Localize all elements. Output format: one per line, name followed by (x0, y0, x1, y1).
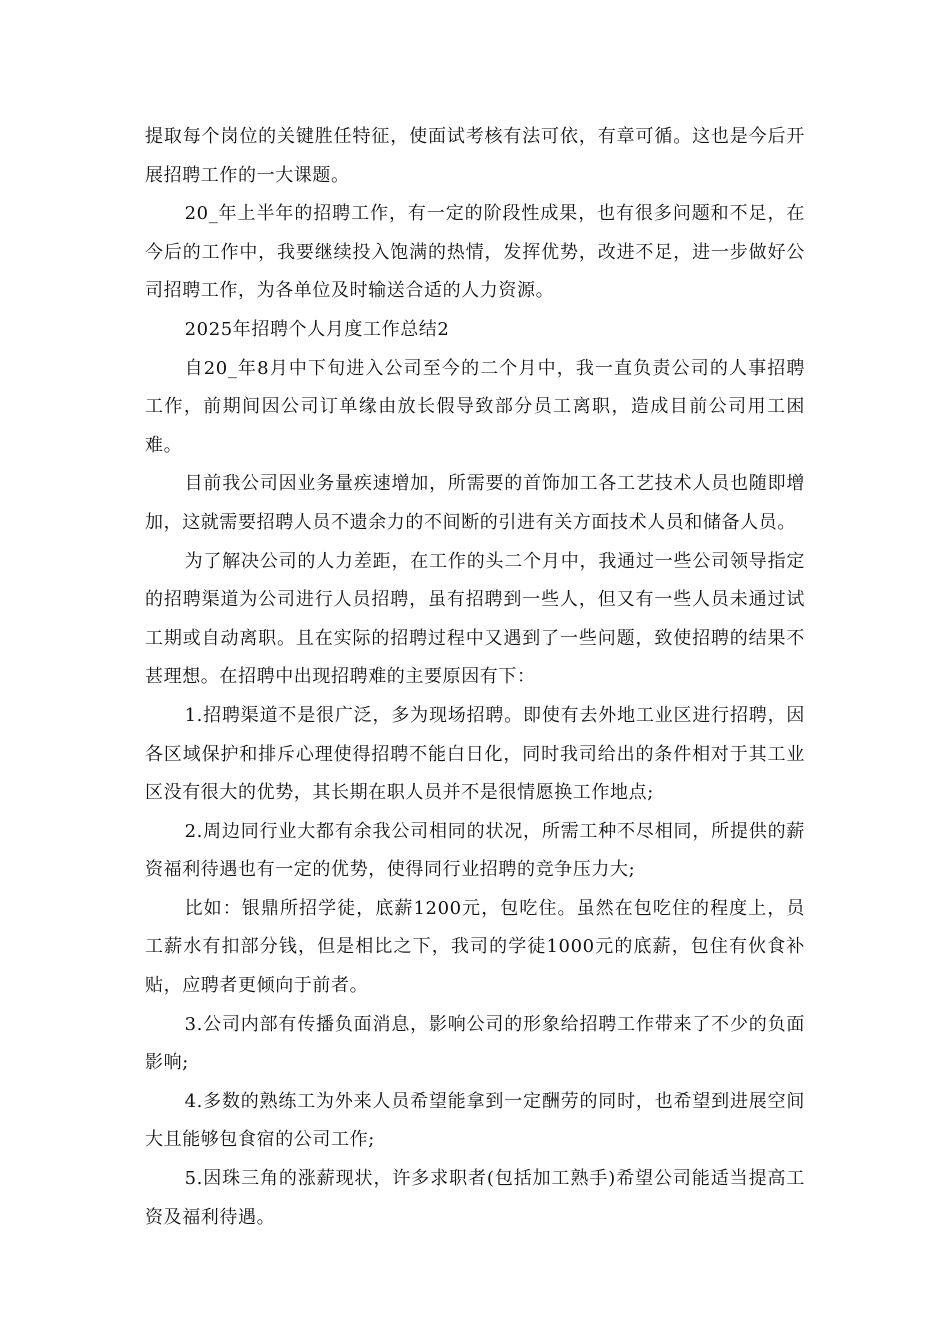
list-item-4: 4.多数的熟练工为外来人员希望能拿到一定酬劳的同时，也希望到进展空间大且能够包食宿的公司工作; (145, 1090, 805, 1151)
list-item-2: 2.周边同行业大都有余我公司相同的状况，所需工种不尽相同，所提供的薪资福利待遇也有一定的优势，使得同行业招聘的竞争压力大; (145, 820, 805, 881)
paragraph-2: 20_年上半年的招聘工作，有一定的阶段性成果，也有很多问题和不足，在今后的工作中，我要继续投入饱满的热情，发挥优势，改进不足，进一步做好公司招聘工作，为各单位及时输送合适的人力资源。 (145, 203, 805, 302)
list-item-3: 3.公司内部有传播负面消息，影响公司的形象给招聘工作带来了不少的负面影响; (145, 1013, 805, 1074)
list-item-1: 1.招聘渠道不是很广泛，多为现场招聘。即使有去外地工业区进行招聘，因各区域保护和排斥心理使得招聘不能白日化，同时我司给出的条件相对于其工业区没有很大的优势，其长期在职人员并不是很情愿换工作地点; (145, 704, 805, 804)
paragraph-3: 自20_年8月中下旬进入公司至今的二个月中，我一直负责公司的人事招聘工作，前期间因公司订单缘由放长假导致部分员工离职，造成目前公司用工困难。 (145, 357, 805, 456)
example-paragraph: 比如：银鼎所招学徒，底薪1200元，包吃住。虽然在包吃住的程度上，员工薪水有扣部分钱，但是相比之下，我司的学徒1000元的底薪，包住有伙食补贴，应聘者更倾向于前者。 (145, 897, 805, 997)
paragraph-5: 为了解决公司的人力差距，在工作的头二个月中，我通过一些公司领导指定的招聘渠道为公司进行人员招聘，虽有招聘到一些人，但又有一些人员未通过试工期或自动离职。且在实际的招聘过程中又遇到了一些问题，致使招聘的结果不甚理想。在招聘中出现招聘难的主要原因有下： (145, 550, 805, 688)
list-item-5: 5.因珠三角的涨薪现状，许多求职者(包括加工熟手)希望公司能适当提高工资及福利待遇。 (145, 1168, 805, 1228)
section-heading: 2025年招聘个人月度工作总结2 (184, 318, 450, 340)
paragraph-4: 目前我公司因业务量疾速增加，所需要的首饰加工各工艺技术人员也随即增加，这就需要招聘人员不遗余力的不间断的引进有关方面技术人员和储备人员。 (145, 473, 805, 533)
paragraph-1: 提取每个岗位的关键胜任特征，使面试考核有法可依，有章可循。这也是今后开展招聘工作的一大课题。 (145, 126, 805, 186)
document-body (145, 118, 805, 1237)
